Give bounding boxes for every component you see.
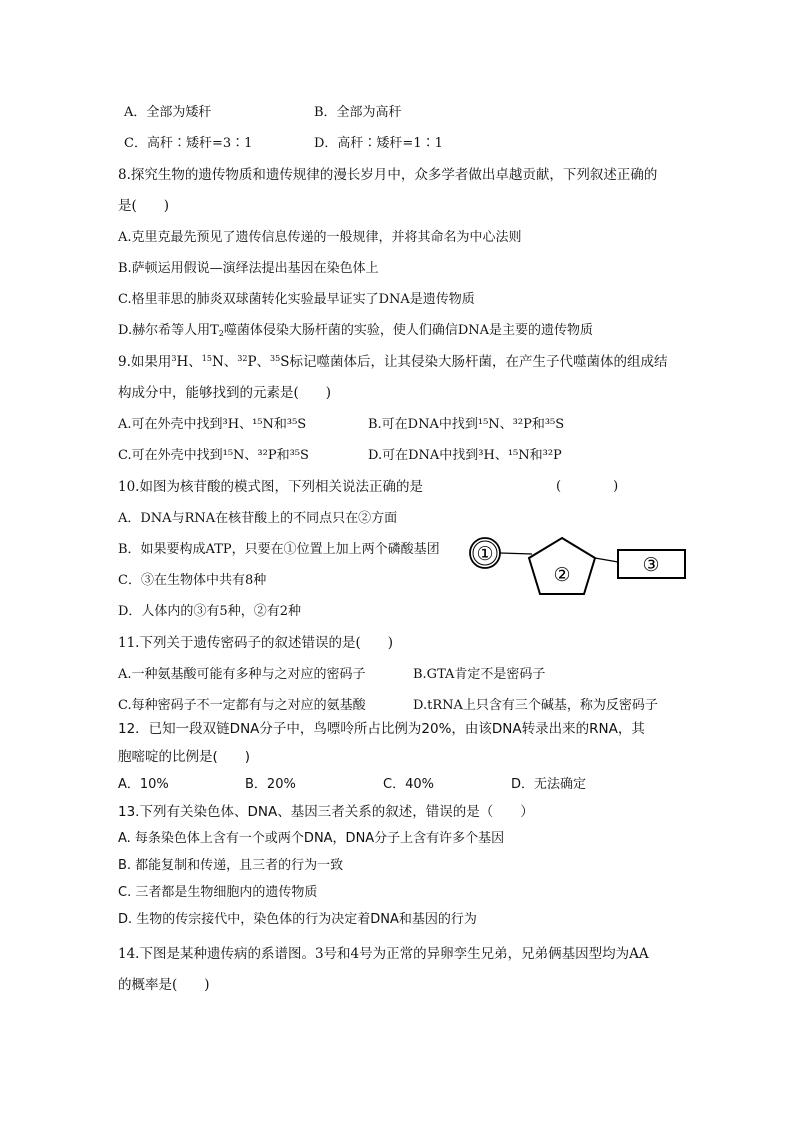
- q7-option-b: B．全部为高秆: [314, 105, 402, 120]
- q11-option-c: C.每种密码子不一定都有与之对应的氨基酸: [118, 698, 366, 713]
- q12-option-d: D．无法确定: [511, 777, 587, 792]
- q10-answer-bracket: ( ): [556, 479, 619, 494]
- q8-option-d-sub: 2: [218, 329, 224, 338]
- q9-option-b: B.可在DNA中找到¹⁵N、³²P和³⁵S: [368, 417, 565, 432]
- bond-line-left: [500, 553, 532, 554]
- q12-option-a: A．10%: [118, 777, 169, 792]
- q9-stem-a: 9.如果用: [118, 354, 172, 370]
- q12-stem-line2: 胞嘧啶的比例是( ): [118, 749, 251, 765]
- q14-stem-line1: 14.下图是某种遗传病的系谱图。3号和4号为正常的异卵孪生兄弟，兄弟俩基因型均为AA: [118, 946, 649, 962]
- q9-option-c: C.可在外壳中找到¹⁵N、³²P和³⁵S: [118, 448, 309, 463]
- q8-option-c: C.格里菲思的肺炎双球菌转化实验最早证实了DNA是遗传物质: [118, 292, 475, 307]
- q11-option-b: B.GTA肯定不是密码子: [413, 667, 546, 682]
- q12-option-c: C．40%: [383, 777, 434, 792]
- q14-stem-line2: 的概率是( ): [118, 977, 210, 993]
- q8-option-d: [118, 322, 593, 340]
- figure-label-2: ②: [553, 564, 571, 586]
- q10-option-d: D．人体内的③有5种，②有2种: [118, 604, 301, 619]
- q7-option-c: C．高秆∶矮秆=3∶1: [124, 136, 253, 151]
- q8-option-d-pre: D.赫尔希等人用T: [118, 323, 219, 338]
- q9-sup-4: 35: [270, 354, 281, 363]
- q10-stem: 10.如图为核苷酸的模式图，下列相关说法正确的是: [118, 479, 423, 495]
- q9-stem-line2: 构成分中，能够找到的元素是( ): [118, 385, 332, 401]
- q12-stem-line1: 12．已知一段双链DNA分子中，鸟嘌呤所占比例为20%，由该DNA转录出来的RNA，其: [118, 721, 645, 737]
- q11-stem: 11.下列关于遗传密码子的叙述错误的是( ): [118, 635, 394, 651]
- q13-option-c: C. 三者都是生物细胞内的遗传物质: [118, 885, 318, 900]
- q8-stem-line1: 8.探究生物的遗传物质和遗传规律的漫长岁月中，众多学者做出卓越贡献，下列叙述正确的: [118, 167, 658, 183]
- q9-stem-e: S标记噬菌体后，让其侵染大肠杆菌，在产生子代噬菌体的组成结: [280, 354, 668, 370]
- q13-option-d: D. 生物的传宗接代中，染色体的行为决定着DNA和基因的行为: [118, 912, 477, 927]
- q9-stem-d: P、: [247, 354, 271, 370]
- q8-stem-line2: 是( ): [118, 198, 170, 214]
- q11-option-d: D.tRNA上只含有三个碱基，称为反密码子: [413, 698, 658, 713]
- q9-option-d: D.可在DNA中找到³H、¹⁵N和³²P: [368, 448, 562, 463]
- nucleotide-diagram: [466, 530, 696, 596]
- q8-option-d-post: 噬菌体侵染大肠杆菌的实验，使人们确信DNA是主要的遗传物质: [223, 323, 594, 338]
- q7-option-a: A．全部为矮秆: [124, 105, 212, 120]
- q7-option-d: D．高秆∶矮秆=1∶1: [314, 136, 443, 151]
- q9-sup-3: 32: [237, 354, 248, 363]
- q9-option-a: A.可在外壳中找到³H、¹⁵N和³⁵S: [118, 417, 307, 432]
- q9-sup-1: 3: [171, 354, 177, 363]
- q8-option-a: A.克里克最先预见了遗传信息传递的一般规律，并将其命名为中心法则: [118, 230, 522, 245]
- q9-stem-line1: [118, 353, 667, 371]
- q12-option-b: B．20%: [245, 777, 296, 792]
- q9-stem-b: H、: [176, 354, 202, 370]
- figure-label-3: ③: [642, 554, 660, 576]
- bond-line-right: [595, 558, 618, 562]
- q8-option-b: B.萨顿运用假说—演绎法提出基因在染色体上: [118, 261, 379, 276]
- q13-option-a: A. 每条染色体上含有一个或两个DNA，DNA分子上含有许多个基因: [118, 831, 505, 846]
- q11-option-a: A.一种氨基酸可能有多种与之对应的密码子: [118, 667, 366, 682]
- figure-label-1: ①: [476, 543, 494, 565]
- q10-option-b: B．如果要构成ATP，只要在①位置上加上两个磷酸基团: [118, 542, 440, 557]
- q13-option-b: B. 都能复制和传递，且三者的行为一致: [118, 858, 344, 873]
- q9-stem-c: N、: [211, 354, 238, 370]
- q9-sup-2: 15: [201, 354, 212, 363]
- q10-option-c: C．③在生物体中共有8种: [118, 573, 267, 588]
- q10-option-a: A．DNA与RNA在核苷酸上的不同点只在②方面: [118, 511, 398, 526]
- q13-stem: 13.下列有关染色体、DNA、基因三者关系的叙述，错误的是（ ）: [118, 804, 534, 820]
